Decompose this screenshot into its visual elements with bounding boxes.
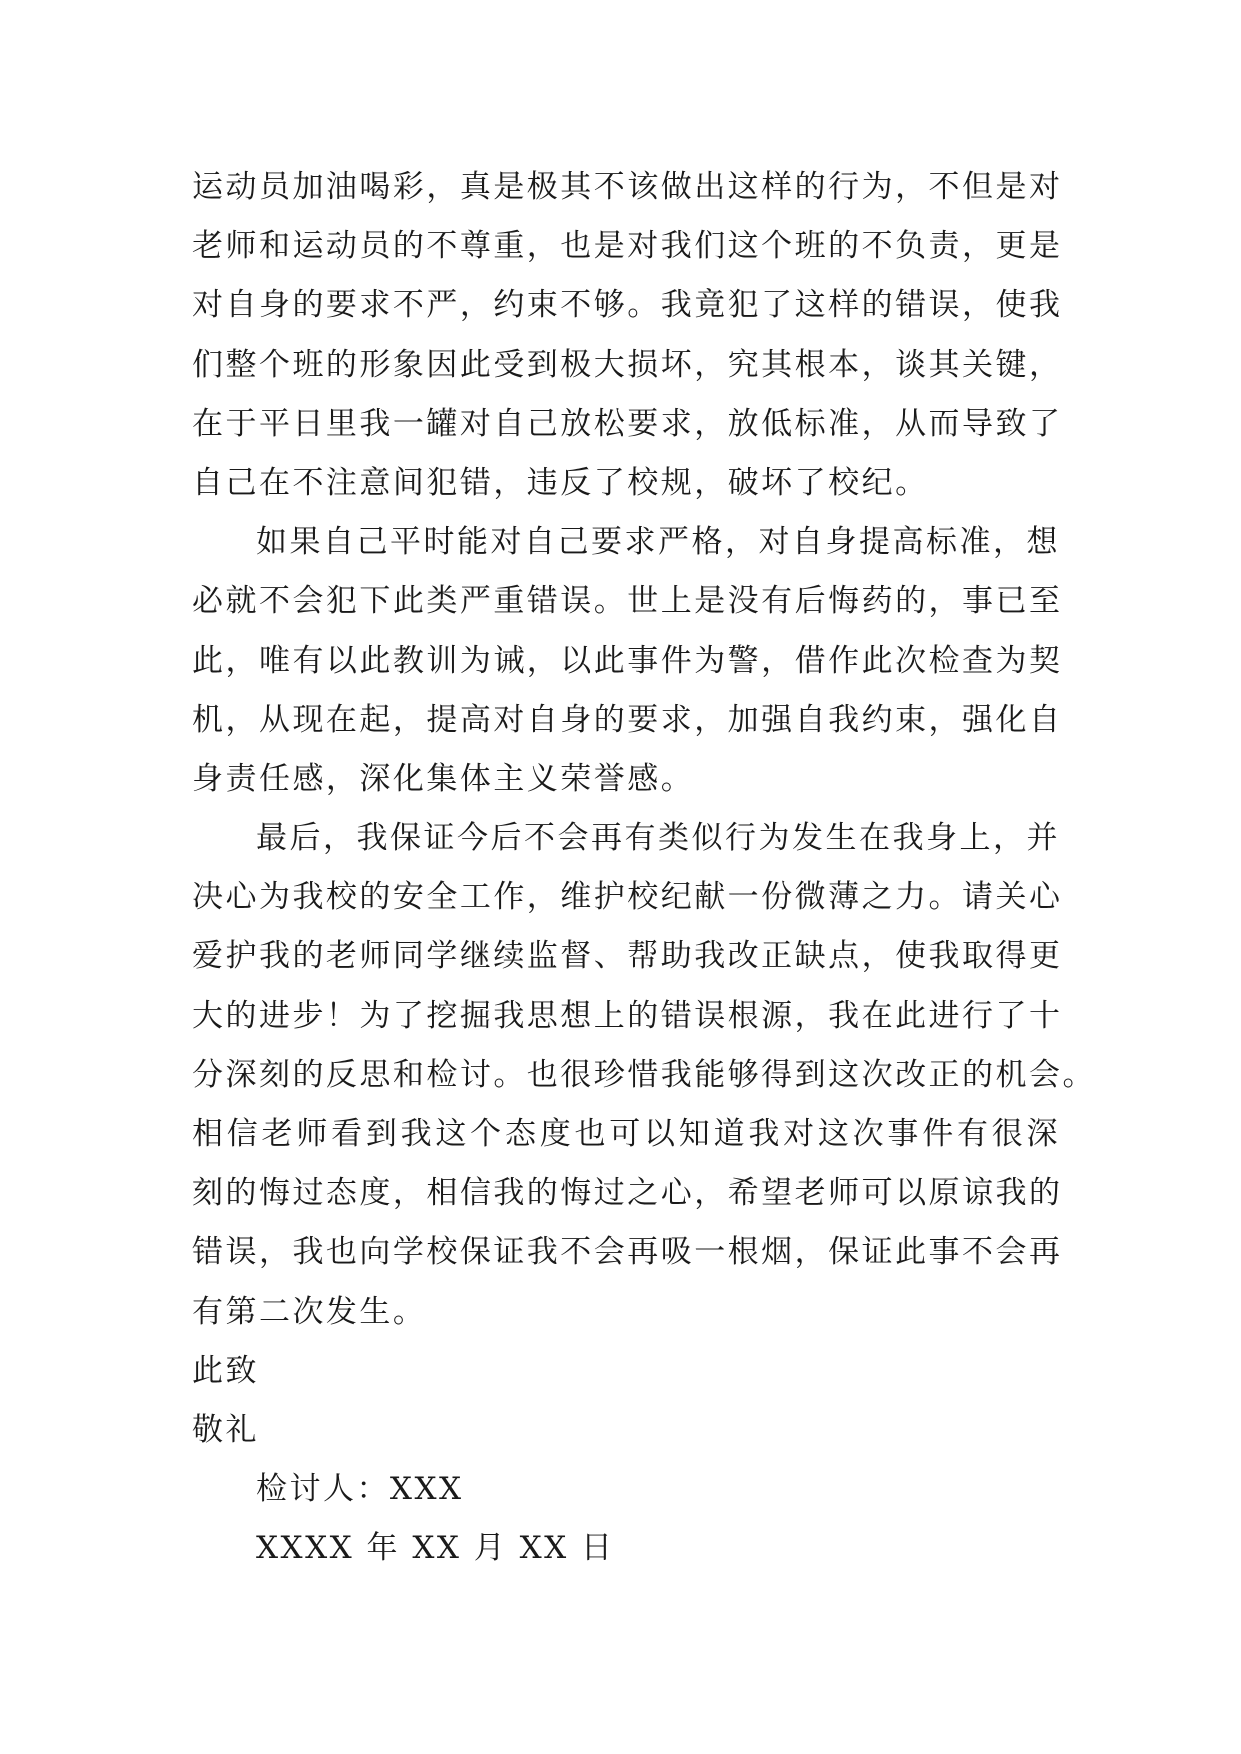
text-line: 机，从现在起，提高对自身的要求，加强自我约束，强化自: [192, 701, 1063, 738]
text-line: 刻的悔过态度，相信我的悔过之心，希望老师可以原谅我的: [192, 1175, 1063, 1212]
text-line: 大的进步！为了挖掘我思想上的错误根源，我在此进行了十: [192, 997, 1063, 1034]
text-line: 老师和运动员的不尊重，也是对我们这个班的不负责，更是: [192, 228, 1063, 265]
text-line: 相信老师看到我这个态度也可以知道我对这次事件有很深: [192, 1116, 1060, 1152]
text-line: 对自身的要求不严，约束不够。我竟犯了这样的错误，使我: [192, 287, 1063, 324]
text-line: 们整个班的形象因此受到极大损坏，究其根本，谈其关键，: [192, 346, 1063, 383]
paragraph-lines: [192, 158, 1096, 1342]
text-line: 此，唯有以此教训为诫，以此事件为警，借作此次检查为契: [192, 642, 1063, 679]
closing-regards: 敬礼: [192, 1411, 259, 1448]
text-line: 决心为我校的安全工作，维护校纪献一份微薄之力。请关心: [192, 879, 1063, 916]
text-line: 分深刻的反思和检讨。也很珍惜我能够得到这次改正的机会。: [192, 1056, 1096, 1093]
closing-salutation: 此致: [192, 1352, 259, 1389]
text-line: 自己在不注意间犯错，违反了校规，破坏了校纪。: [192, 464, 929, 501]
text-line: 运动员加油喝彩，真是极其不该做出这样的行为，不但是对: [192, 169, 1063, 205]
text-line: 在于平日里我一罐对自己放松要求，放低标准，从而导致了: [192, 405, 1063, 442]
date-line: XXXX 年 XX 月 XX 日: [256, 1530, 615, 1567]
text-line: 有第二次发生。: [192, 1293, 427, 1330]
text-line: 必就不会犯下此类严重错误。世上是没有后悔药的，事已至: [192, 583, 1063, 620]
signer-line: 检讨人：XXX: [256, 1471, 464, 1508]
text-line: 身责任感，深化集体主义荣誉感。: [192, 760, 695, 797]
text-line: 如果自己平时能对自己要求严格，对自身提高标准，想: [256, 524, 1060, 561]
text-line: 错误，我也向学校保证我不会再吸一根烟，保证此事不会再: [192, 1234, 1063, 1271]
text-line: 最后，我保证今后不会再有类似行为发生在我身上，并: [256, 820, 1060, 857]
document-body: [192, 158, 1096, 1579]
text-line: 爱护我的老师同学继续监督、帮助我改正缺点，使我取得更: [192, 938, 1063, 975]
